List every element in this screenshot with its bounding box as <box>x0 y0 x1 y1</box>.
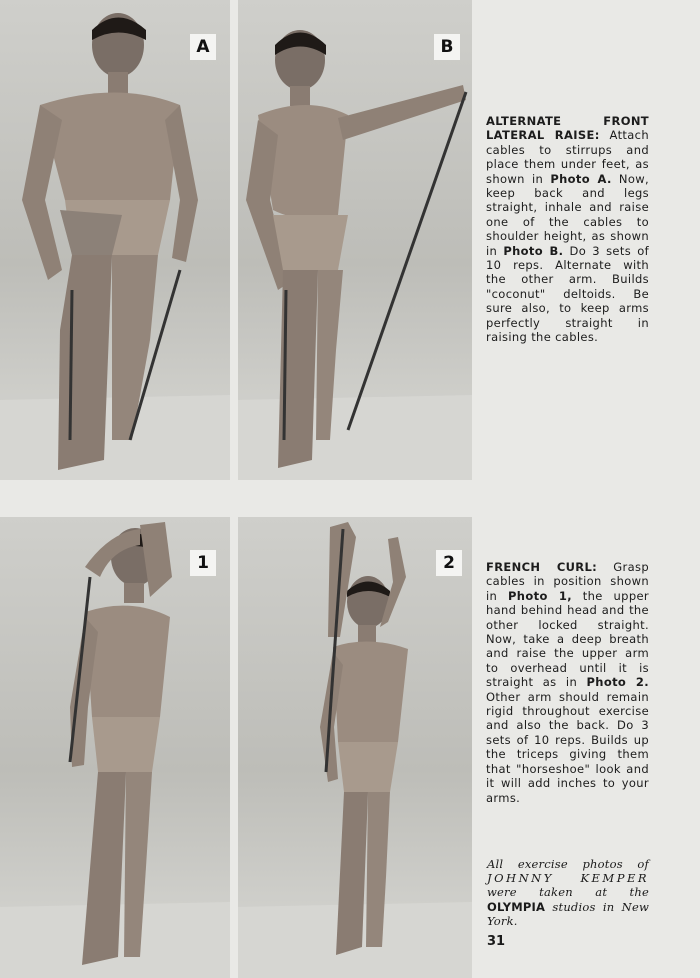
exercise-caption-french-curl: FRENCH CURL: Grasp cables in position shown in Photo 1, the upper hand behind head and the other locked straight. Now, take a deep breath and raise the upper arm to overhead until it is straight as in Photo 2. Other arm should remain rigid throughout exercise and also the back. Do 3 sets of 10 reps. Builds up the triceps giving them that "horseshoe" look and it will add inches to your arms. <box>486 560 650 805</box>
exercise-caption-front-lateral-raise: ALTERNATE FRONT LATERAL RAISE: Attach cables to stirrups and place them under feet, as shown in Photo A. Now, keep back and legs straight, inhale and raise one of the cables to shoulder height, as shown in Photo B. Do 3 sets of 10 reps. Alternate with the other arm. Builds "coconut" deltoids. Be sure also, to keep arms perfectly straight in raising the cables. <box>486 114 650 345</box>
photo-1 <box>0 517 230 978</box>
photo-a <box>0 0 230 480</box>
model-figure-b <box>238 0 472 480</box>
page-number: 31 <box>487 934 506 949</box>
photo-b-label: B <box>434 34 460 60</box>
photo-2-label: 2 <box>436 550 462 576</box>
photo-credit: All exercise photos of JOHNNY KEMPER were taken at the OLYMPIA studios in New York. <box>487 857 649 928</box>
photo-a-label: A <box>190 34 216 60</box>
studio-name: OLYMPIA <box>487 899 546 914</box>
model-figure-2 <box>238 517 472 978</box>
model-figure-1 <box>0 517 230 978</box>
photo-b <box>238 0 472 480</box>
exercise-title: ALTERNATE FRONT LATERAL RAISE: <box>486 114 649 143</box>
photo-2 <box>238 517 472 978</box>
model-figure-a <box>0 0 230 480</box>
photo-1-label: 1 <box>190 550 216 576</box>
exercise-title: FRENCH CURL: <box>486 560 598 574</box>
model-name: JOHNNY KEMPER <box>487 871 649 886</box>
